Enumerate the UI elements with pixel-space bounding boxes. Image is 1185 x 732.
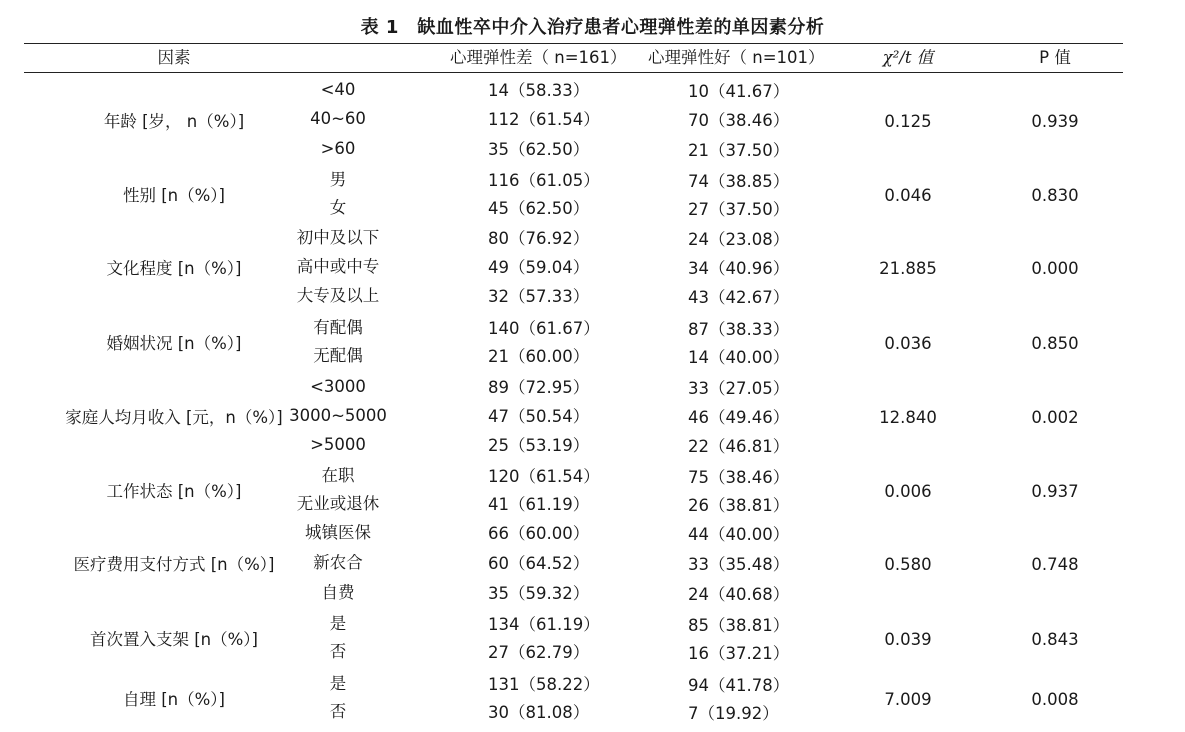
poor-count: 134（61.19） (488, 615, 600, 634)
factor-label: 性别 [n（%）] (122, 186, 225, 205)
factor-label: 自理 [n（%）] (122, 690, 225, 709)
level-label: 是 (329, 674, 347, 693)
poor-count: 89（72.95） (488, 378, 590, 397)
poor-count: 131（58.22） (488, 675, 600, 694)
level-label: 否 (329, 702, 347, 721)
header-factor: 因素 (157, 48, 191, 67)
poor-count: 30（81.08） (488, 703, 590, 722)
level-label: 女 (329, 198, 347, 217)
p-value: 0.748 (1031, 555, 1079, 574)
poor-count: 21（60.00） (488, 347, 590, 366)
level-label: 在职 (321, 466, 355, 485)
p-value: 0.000 (1031, 259, 1079, 278)
level-label: <3000 (310, 377, 366, 396)
good-count: 75（38.46） (688, 468, 790, 487)
good-count: 87（38.33） (688, 320, 790, 339)
header-rule (24, 72, 1123, 73)
chi-value: 0.039 (884, 630, 932, 649)
level-label: 无业或退休 (296, 494, 380, 513)
header-chi: χ²/t 值 (882, 48, 934, 67)
chi-value: 12.840 (879, 408, 937, 427)
p-value: 0.850 (1031, 334, 1079, 353)
good-count: 21（37.50） (688, 141, 790, 160)
level-label: 新农合 (313, 553, 363, 572)
factor-label: 婚姻状况 [n（%）] (106, 334, 242, 353)
poor-count: 49（59.04） (488, 258, 590, 277)
chi-value: 0.125 (884, 111, 932, 131)
level-label: 城镇医保 (305, 523, 371, 542)
level-label: 高中或中专 (296, 257, 380, 276)
p-value: 0.830 (1031, 186, 1079, 205)
poor-count: 35（62.50） (488, 140, 590, 159)
factor-label: 家庭人均月收入 [元，n（%）] (65, 408, 283, 427)
factor-label: 医疗费用支付方式 [n（%）] (73, 555, 275, 574)
poor-count: 112（61.54） (488, 110, 600, 129)
level-label: 3000~5000 (289, 406, 387, 425)
level-label: 男 (329, 170, 347, 189)
poor-count: 80（76.92） (488, 229, 590, 248)
good-count: 22（46.81） (688, 437, 790, 456)
good-count: 44（40.00） (688, 525, 790, 544)
factor-label: 年龄 [岁， n（%）] (103, 111, 245, 131)
poor-count: 120（61.54） (488, 467, 600, 486)
good-count: 70（38.46） (688, 111, 790, 130)
chi-value: 21.885 (879, 259, 937, 278)
good-count: 33（27.05） (688, 379, 790, 398)
good-count: 26（38.81） (688, 496, 790, 515)
good-count: 43（42.67） (688, 288, 790, 307)
good-count: 10（41.67） (688, 82, 790, 101)
p-value: 0.937 (1031, 482, 1079, 501)
poor-count: 60（64.52） (488, 554, 590, 573)
p-value: 0.843 (1031, 630, 1079, 649)
p-value: 0.002 (1031, 408, 1079, 427)
good-count: 74（38.85） (688, 172, 790, 191)
good-count: 46（49.46） (688, 408, 790, 427)
p-value: 0.939 (1031, 111, 1079, 131)
chi-value: 7.009 (884, 690, 932, 709)
level-label: <40 (320, 80, 356, 99)
level-label: >5000 (310, 435, 366, 454)
poor-count: 14（58.33） (488, 81, 590, 100)
poor-count: 25（53.19） (488, 436, 590, 455)
poor-count: 116（61.05） (488, 171, 600, 190)
poor-count: 32（57.33） (488, 287, 590, 306)
good-count: 24（40.68） (688, 585, 790, 604)
chi-value: 0.580 (884, 555, 932, 574)
level-label: 有配偶 (313, 318, 363, 337)
header-poor: 心理弹性差（ n=161） (450, 48, 627, 67)
factor-label: 文化程度 [n（%）] (106, 259, 242, 278)
level-label: 大专及以上 (296, 286, 380, 305)
p-value: 0.008 (1031, 690, 1079, 709)
good-count: 14（40.00） (688, 348, 790, 367)
good-count: 27（37.50） (688, 200, 790, 219)
factor-label: 首次置入支架 [n（%）] (89, 630, 258, 649)
level-label: 否 (329, 642, 347, 661)
good-count: 33（35.48） (688, 555, 790, 574)
header-good: 心理弹性好（ n=101） (648, 48, 825, 67)
level-label: 无配偶 (313, 346, 363, 365)
good-count: 7（19.92） (688, 704, 779, 723)
level-label: 40~60 (310, 109, 366, 128)
good-count: 94（41.78） (688, 676, 790, 695)
level-label: 是 (329, 614, 347, 633)
chi-value: 0.006 (884, 482, 932, 501)
good-count: 85（38.81） (688, 616, 790, 635)
poor-count: 47（50.54） (488, 407, 590, 426)
poor-count: 27（62.79） (488, 643, 590, 662)
chi-value: 0.036 (884, 334, 932, 353)
good-count: 16（37.21） (688, 644, 790, 663)
poor-count: 45（62.50） (488, 199, 590, 218)
good-count: 34（40.96） (688, 259, 790, 278)
table-title: 表 1 缺血性卒中介入治疗患者心理弹性差的单因素分析 (360, 17, 825, 38)
poor-count: 41（61.19） (488, 495, 590, 514)
top-rule (24, 43, 1123, 44)
factor-label: 工作状态 [n（%）] (106, 482, 242, 501)
level-label: >60 (320, 139, 356, 158)
chi-value: 0.046 (884, 186, 932, 205)
poor-count: 66（60.00） (488, 524, 590, 543)
poor-count: 35（59.32） (488, 584, 590, 603)
header-p: P 值 (1039, 48, 1071, 67)
level-label: 初中及以下 (296, 228, 380, 247)
good-count: 24（23.08） (688, 230, 790, 249)
poor-count: 140（61.67） (488, 319, 600, 338)
level-label: 自费 (321, 583, 355, 602)
